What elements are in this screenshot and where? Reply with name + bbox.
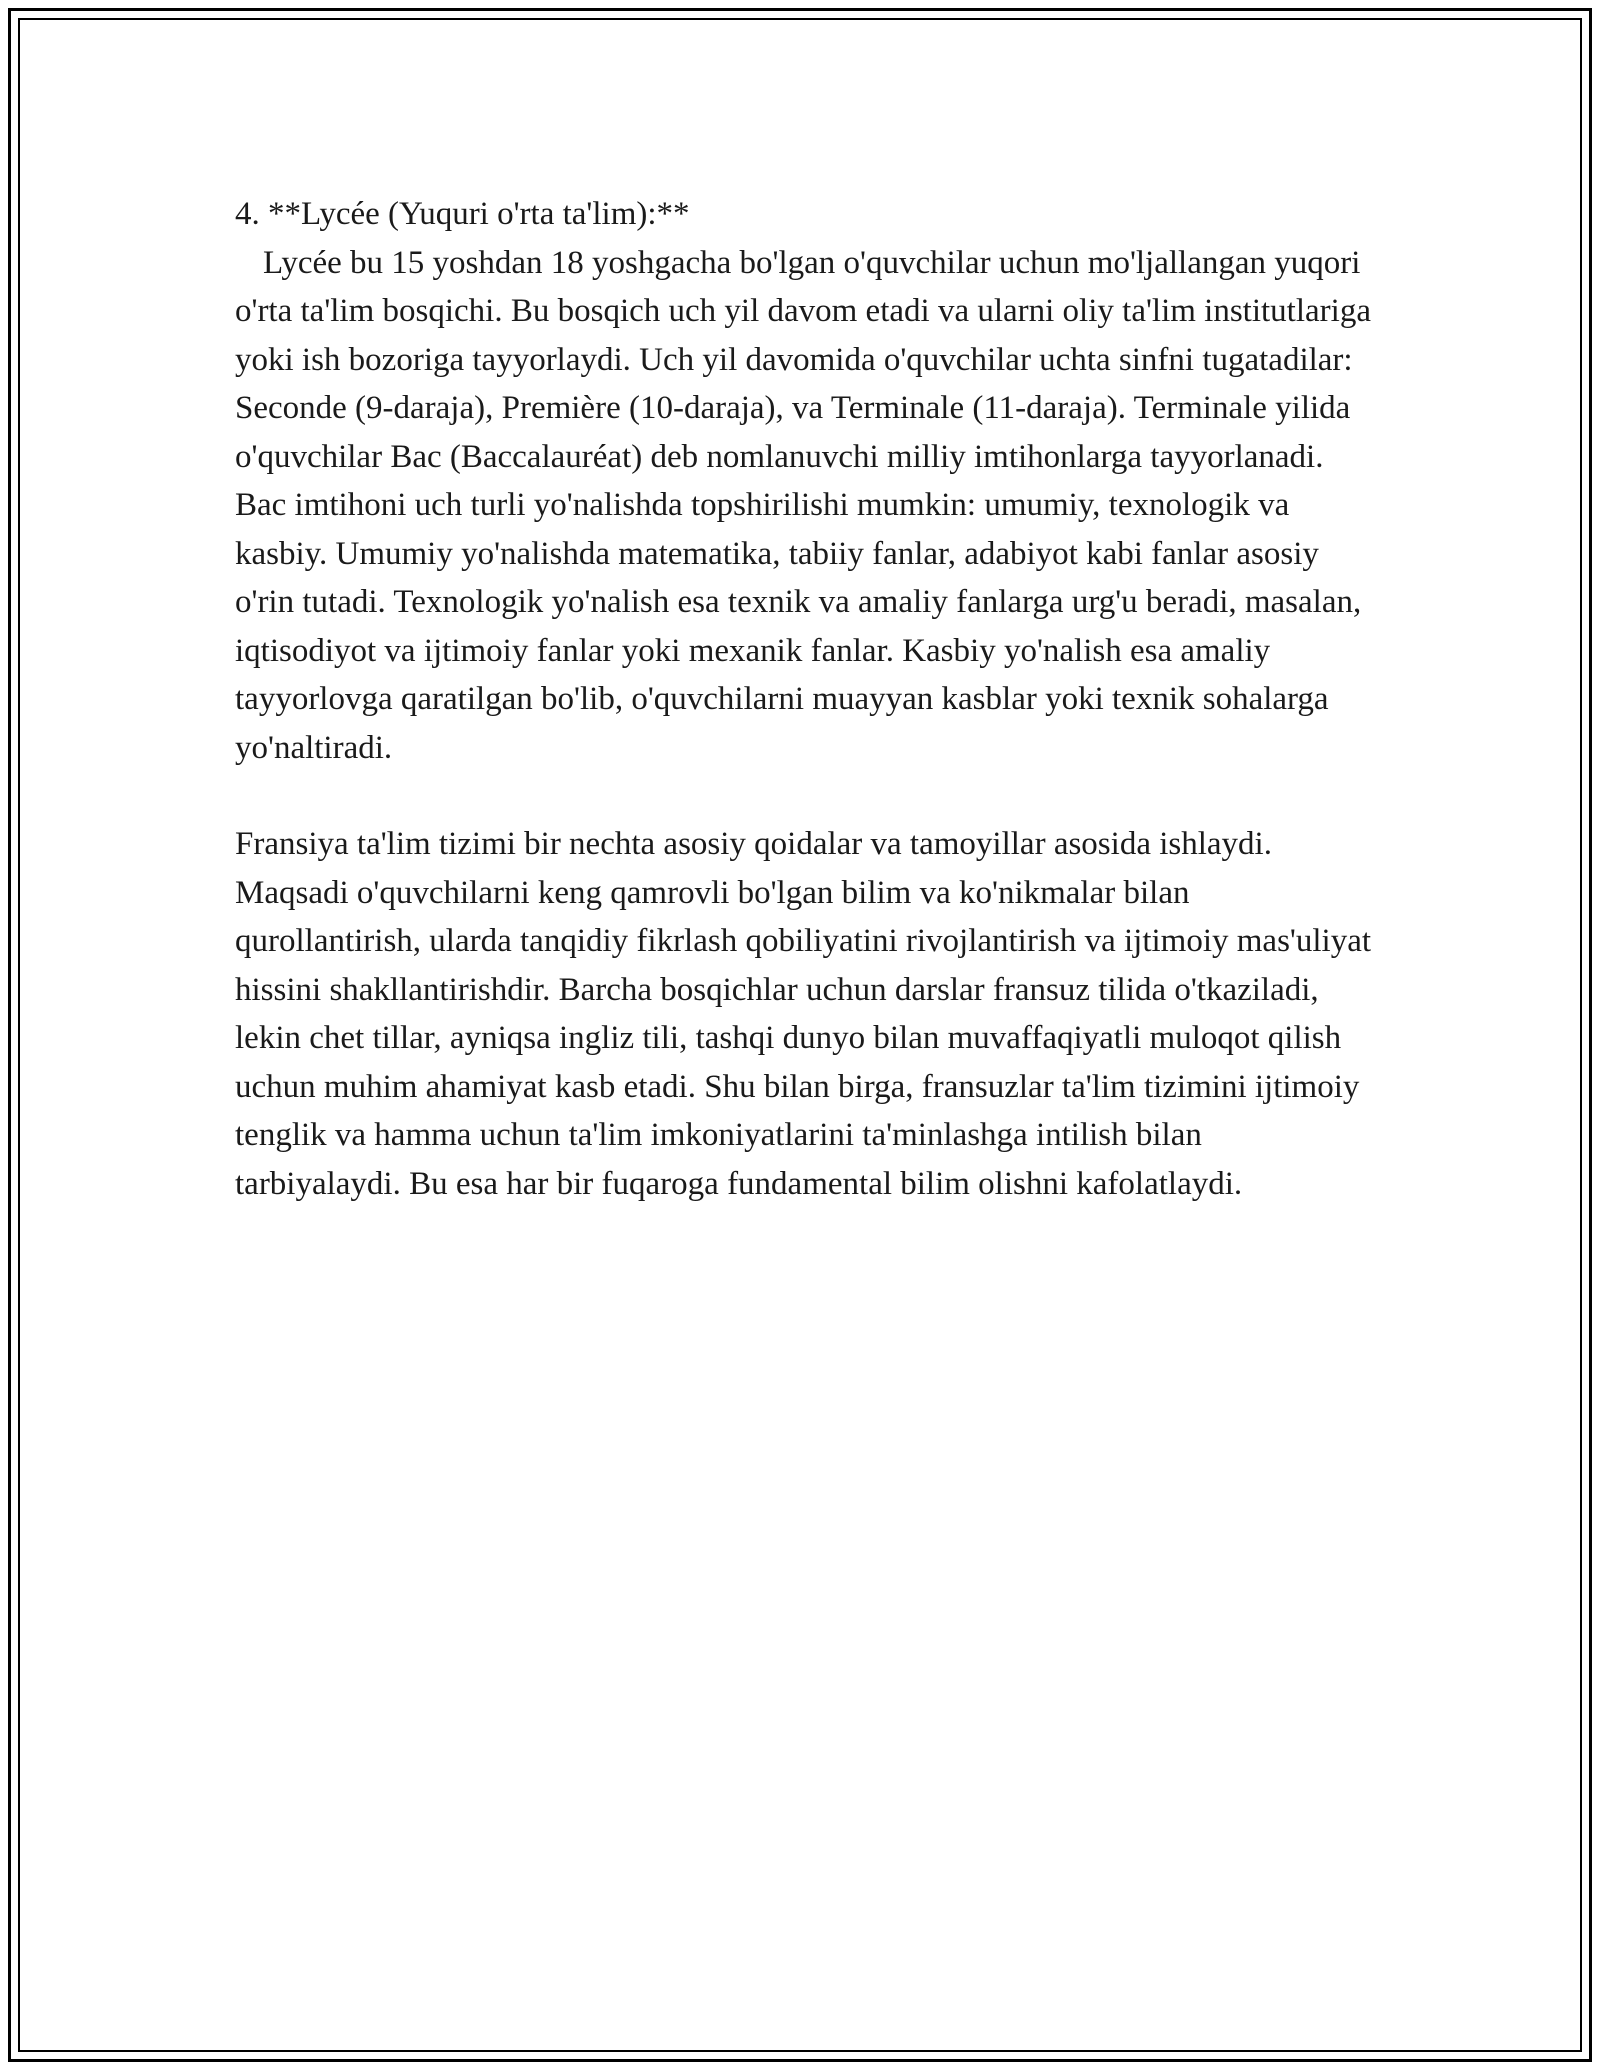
section-heading: 4. **Lycée (Yuquri o'rta ta'lim):** — [235, 196, 690, 232]
document-body — [235, 190, 1375, 1208]
paragraph-education-system: Fransiya ta'lim tizimi bir nechta asosiy qoidalar va tamoyillar asosida ishlaydi. Maqsadi o'quvchilarni keng qamrovli bo'lgan bilim va ko'nikmalar bilan qurollantirish, ularda tanqidiy fikrlash qobiliyatini rivojlantirish va ijtimoiy mas'uliyat hissini shakllantirishdir. Barcha bosqichlar uchun darslar fransuz tilida o'tkaziladi, lekin chet tillar, ayniqsa ingliz tili, tashqi dunyo bilan muvaffaqiyatli muloqot qilish uchun muhim ahamiyat kasb etadi. Shu bilan birga, fransuzlar ta'lim tizimini ijtimoiy tenglik va hamma uchun ta'lim imkoniyatlarini ta'minlashga intilish bilan tarbiyalaydi. Bu esa har bir fuqaroga fundamental bilim olishni kafolatlaydi. — [235, 826, 1372, 1202]
paragraph-lycee: Lycée bu 15 yoshdan 18 yoshgacha bo'lgan o'quvchilar uchun mo'ljallangan yuqori o'rta ta'lim bosqichi. Bu bosqich uch yil davom etadi va ularni oliy ta'lim institutlariga yoki ish bozoriga tayyorlaydi. Uch yil davomida o'quvchilar uchta sinfni tugatadilar: Seconde (9-daraja), Première (10-daraja), va Terminale (11-daraja). Terminale yilida o'quvchilar Bac (Baccalauréat) deb nomlanuvchi milliy imtihonlarga tayyorlanadi. Bac imtihoni uch turli yo'nalishda topshirilishi mumkin: umumiy, texnologik va kasbiy. Umumiy yo'nalishda matematika, tabiiy fanlar, adabiyot kabi fanlar asosiy o'rin tutadi. Texnologik yo'nalish esa texnik va amaliy fanlarga urg'u beradi, masalan, iqtisodiyot va ijtimoiy fanlar yoki mexanik fanlar. Kasbiy yo'nalish esa amaliy tayyorlovga qaratilgan bo'lib, o'quvchilarni muayyan kasblar yoki texnik sohalarga yo'naltiradi. — [235, 244, 1371, 766]
